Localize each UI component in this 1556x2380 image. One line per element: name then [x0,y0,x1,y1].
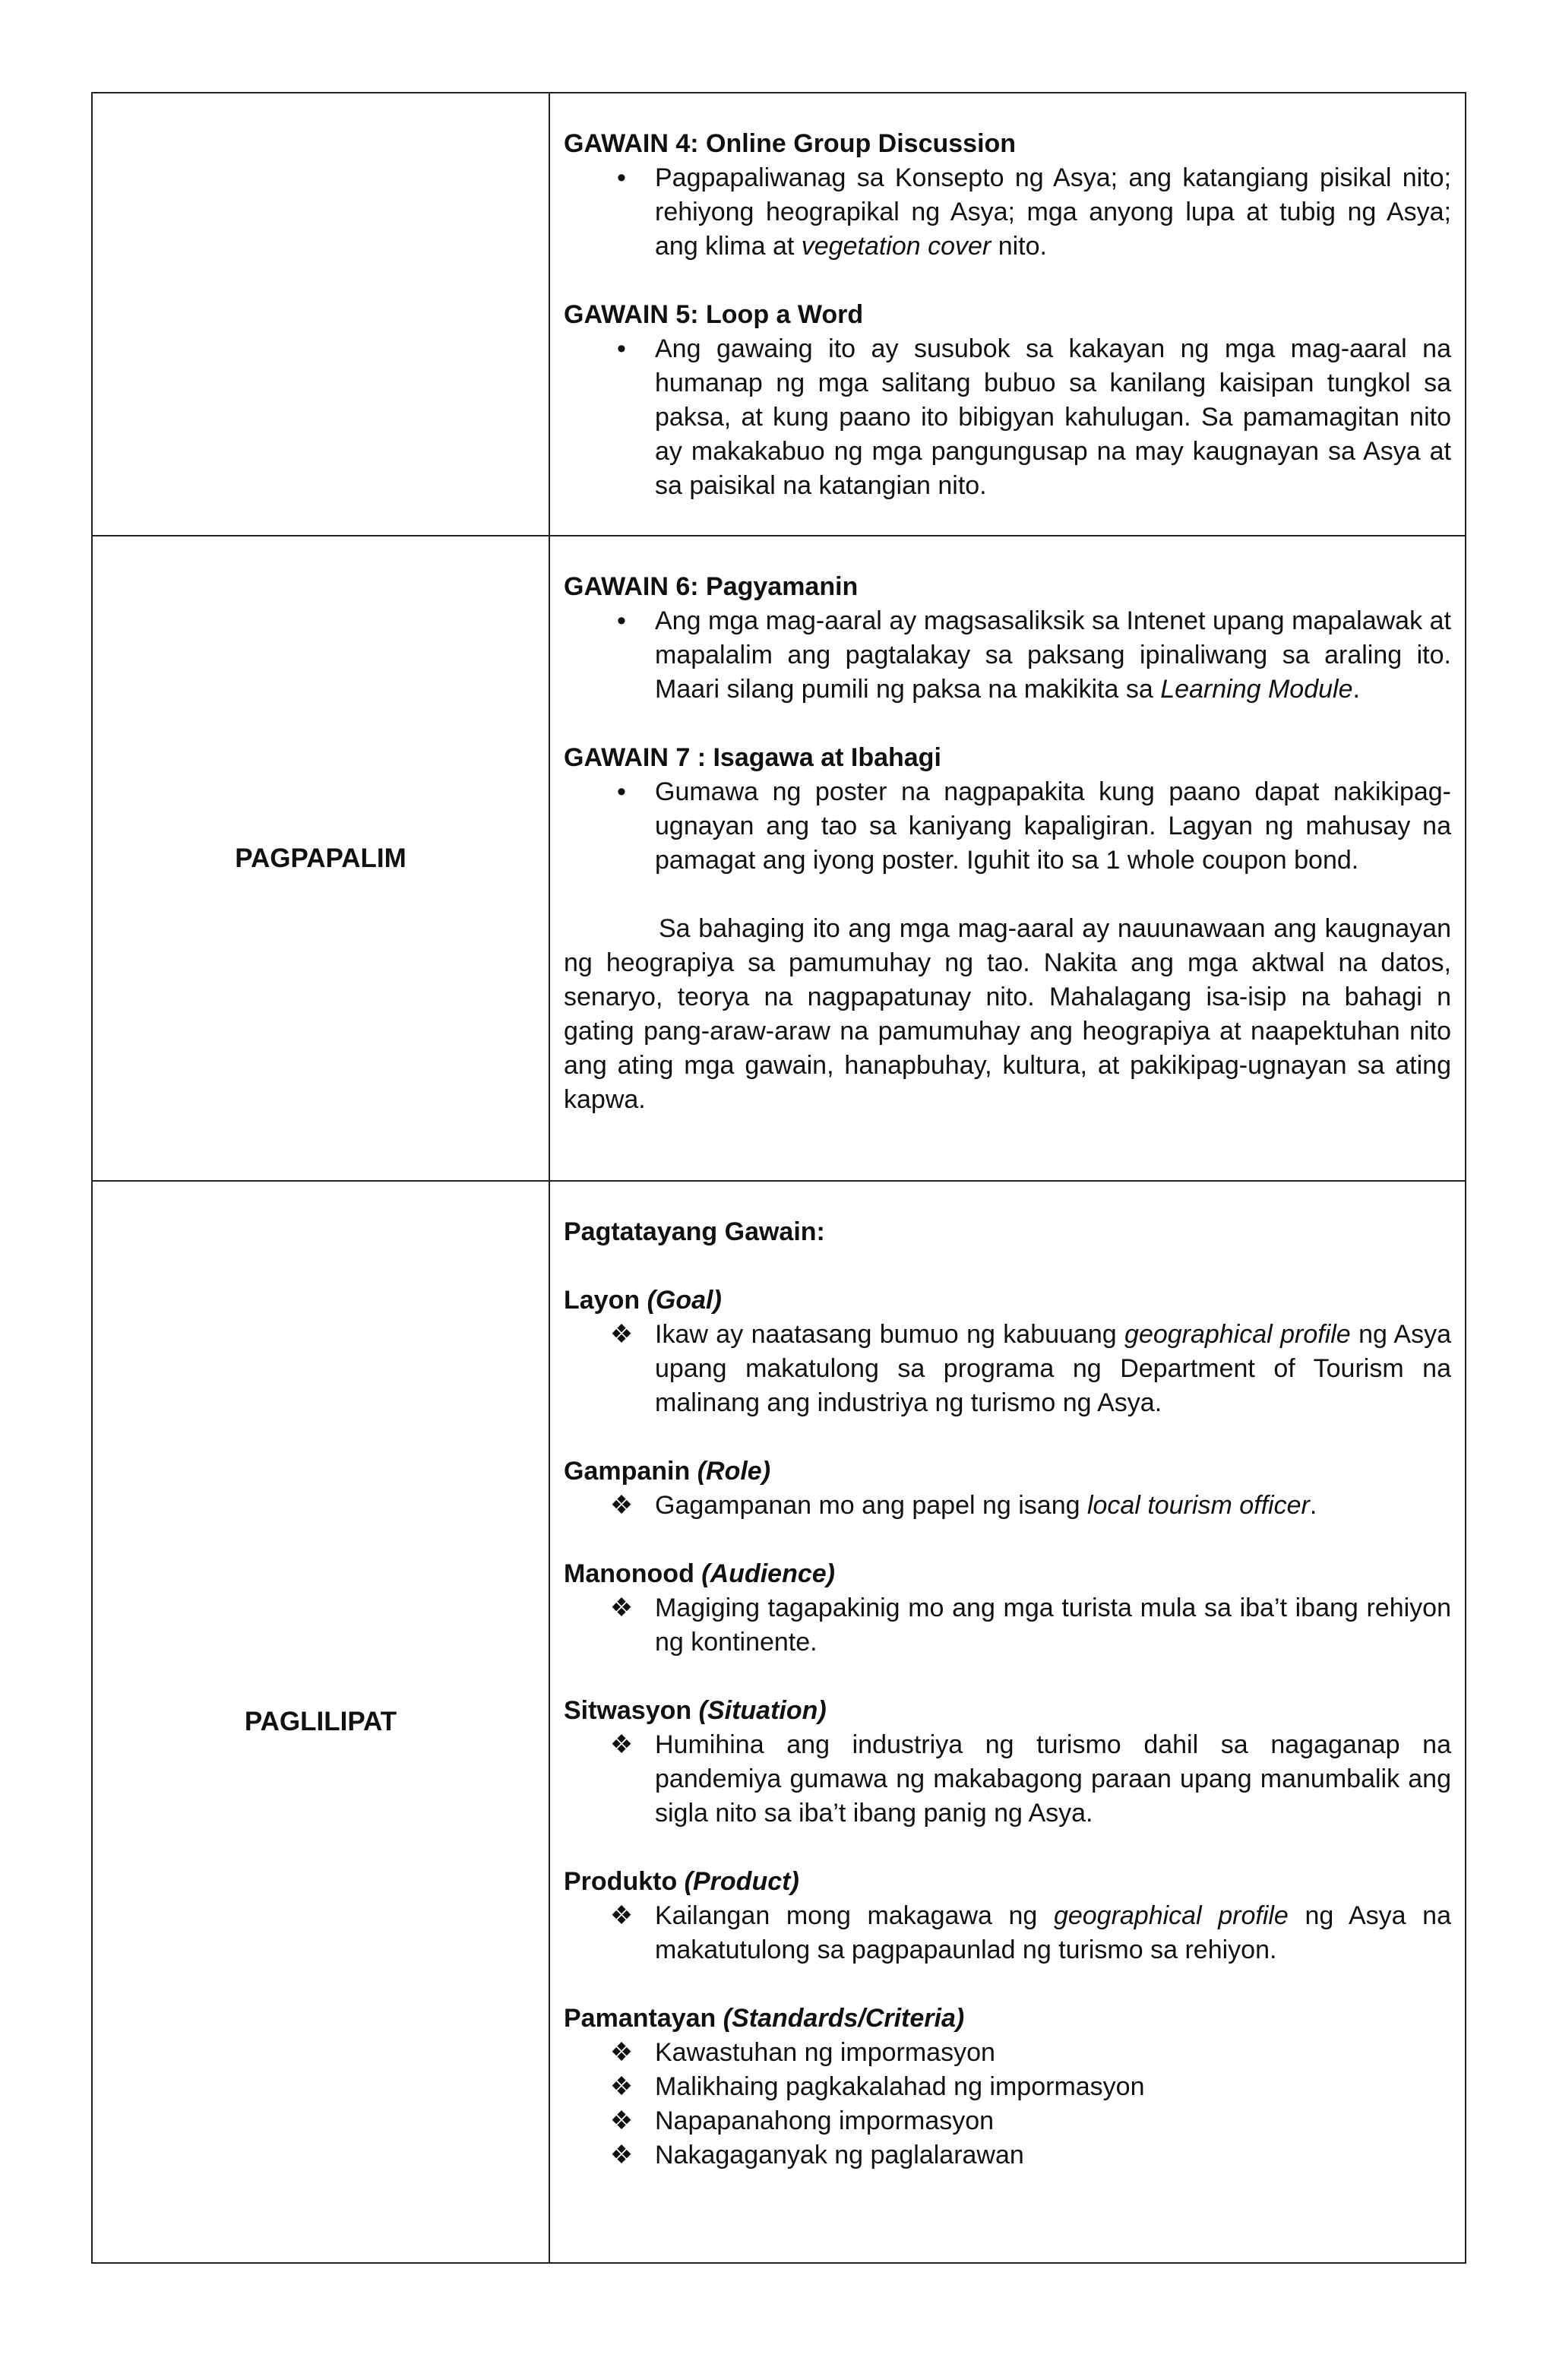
list-item: • Pagpapaliwanag sa Konsepto ng Asya; ang katangiang pisikal nito; rehiyong heograpikal ng Asya; mga anyong lupa at tubig ng Asya; ang klima at vegetation cover nito. [564,161,1451,264]
list-item-text: Malikhaing pagkakalahad ng impormasyon [655,2072,1145,2101]
list-item [564,2138,1451,2173]
four-diamond-icon: ❖ [609,2038,634,2067]
section-heading-audience: Manonood (Audience) [564,1559,835,1588]
list-item [564,2104,1451,2138]
diamond-list [564,1318,1451,1420]
summary-paragraph: Sa bahaging ito ang mga mag-aaral ay nauunawaan ang kaugnayan ng heograpiya sa pamumuhay ng tao. Nakita ang mga aktwal na datos, senaryo, teorya na nagpapatunay nito. Mahalagang isa-isip na bahagi n gating pang-araw-araw na pamumuhay ang heograpiya at naapektuhan nito ang ating mga gawain, hanapbuhay, kultura, at pakikipag-ugnayan sa ating kapwa. [564,914,1451,1114]
list-item [564,1591,1451,1660]
diamond-list [564,1591,1451,1660]
activity-heading: GAWAIN 5: Loop a Word [564,300,864,329]
bullet-list [564,775,1451,878]
list-item [564,1728,1451,1831]
row-activities [92,93,1466,536]
four-diamond-icon: ❖ [609,2072,634,2101]
diamond-list [564,1899,1451,1967]
row-label-cell [92,93,549,536]
section-heading-standards: Pamantayan (Standards/Criteria) [564,2004,965,2033]
four-diamond-icon: ❖ [609,1491,634,1520]
four-diamond-icon: ❖ [609,2141,634,2170]
bullet-dot-icon: • [617,606,626,635]
list-item [564,2036,1451,2070]
list-item-text: Humihina ang industriya ng turismo dahil sa nagaganap na pandemiya gumawa ng makabagong paraan upang manumbalik ang sigla nito sa iba’t ibang panig ng Asya. [655,1730,1451,1828]
list-item-text: Nakagaganyak ng paglalarawan [655,2141,1024,2170]
diamond-list [564,2036,1451,2173]
list-item [564,2070,1451,2104]
bullet-list [564,332,1451,503]
activity-heading: GAWAIN 6: Pagyamanin [564,572,859,601]
four-diamond-icon: ❖ [609,1320,634,1349]
diamond-list [564,1489,1451,1523]
four-diamond-icon: ❖ [609,2106,634,2135]
diamond-list [564,1728,1451,1831]
row-label: PAGLILIPAT [244,1707,397,1736]
section-heading-product: Produkto (Product) [564,1867,799,1896]
list-item [564,332,1451,503]
bullet-list [564,161,1451,264]
lesson-plan-table [91,92,1466,2264]
row-content-cell [549,93,1466,536]
four-diamond-icon: ❖ [609,1730,634,1759]
list-item-text: Napapanahong impormasyon [655,2106,995,2135]
list-item: ❖ Gagampanan mo ang papel ng isang local tourism officer. [564,1489,1451,1523]
row-label-cell [92,536,549,1181]
section-heading-role: Gampanin (Role) [564,1457,771,1486]
bullet-dot-icon: • [617,777,626,806]
section-heading-situation: Sitwasyon (Situation) [564,1696,827,1725]
row-content-cell [549,1181,1466,2263]
activity-heading: GAWAIN 4: Online Group Discussion [564,129,1017,158]
bullet-dot-icon: • [617,163,626,192]
list-item: ❖ Ikaw ay naatasang bumuo ng kabuuang geographical profile ng Asya upang makatulong sa programa ng Department of Tourism na malinang ang industriya ng turismo ng Asya. [564,1318,1451,1420]
assessment-title: Pagtatayang Gawain: [564,1217,825,1246]
row-label-cell [92,1181,549,2263]
row-pagpapalim [92,536,1466,1181]
bullet-list [564,604,1451,707]
row-label: PAGPAPALIM [235,843,406,873]
list-item-text: Gumawa ng poster na nagpapakita kung paano dapat nakikipag-ugnayan ang tao sa kaniyang kapaligiran. Lagyan ng mahusay na pamagat ang iyong poster. Iguhit ito sa 1 whole coupon bond. [655,777,1451,875]
list-item: • Ang mga mag-aaral ay magsasaliksik sa Intenet upang mapalawak at mapalalim ang pagtalakay sa paksang ipinaliwang sa araling ito. Maari silang pumili ng paksa na makikita sa Learning Module. [564,604,1451,707]
row-paglilipat [92,1181,1466,2263]
list-item-text: Ang gawaing ito ay susubok sa kakayan ng mga mag-aaral na humanap ng mga salitang bubuo sa kanilang kaisipan tungkol sa paksa, at kung paano ito bibigyan kahulugan. Sa pamamagitan nito ay makakabuo ng mga pangungusap na may kaugnayan sa Asya at sa paisikal na katangian nito. [655,334,1451,500]
four-diamond-icon: ❖ [609,1594,634,1622]
activity-heading: GAWAIN 7 : Isagawa at Ibahagi [564,743,941,772]
list-item: ❖ Kailangan mong makagawa ng geographical profile ng Asya na makatutulong sa pagpapaunlad ng turismo sa rehiyon. [564,1899,1451,1967]
list-item-text: Kawastuhan ng impormasyon [655,2038,995,2067]
four-diamond-icon: ❖ [609,1901,634,1930]
list-item [564,775,1451,878]
section-heading-goal: Layon (Goal) [564,1286,722,1315]
bullet-dot-icon: • [617,334,626,363]
row-content-cell [549,536,1466,1181]
list-item-text: Magiging tagapakinig mo ang mga turista mula sa iba’t ibang rehiyon ng kontinente. [655,1594,1451,1657]
